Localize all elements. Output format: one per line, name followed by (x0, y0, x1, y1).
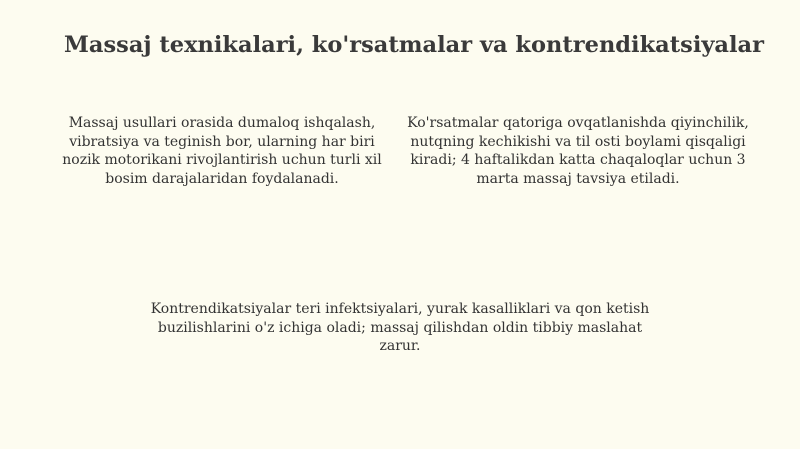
techniques-paragraph: Massaj usullari orasida dumaloq ishqalash, vibratsiya va teginish bor, ularning har biri nozik motorikani rivojlantirish uchun turli xil bosim darajalaridan foydalanadi. (62, 115, 382, 187)
indications-paragraph: Ko'rsatmalar qatoriga ovqatlanishda qiyinchilik, nutqning kechikishi va til osti boylami qisqaligi kiradi; 4 haftalikdan katta chaqaloqlar uchun 3 marta massaj tavsiya etiladi. (407, 115, 749, 187)
slide-title: Massaj texnikalari, ko'rsatmalar va kontrendikatsiyalar (64, 32, 764, 58)
contraindications-paragraph: Kontrendikatsiyalar teri infektsiyalari, yurak kasalliklari va qon ketish buzilishlarini o'z ichiga oladi; massaj qilishdan oldin tibbiy maslahat zarur. (150, 301, 650, 354)
